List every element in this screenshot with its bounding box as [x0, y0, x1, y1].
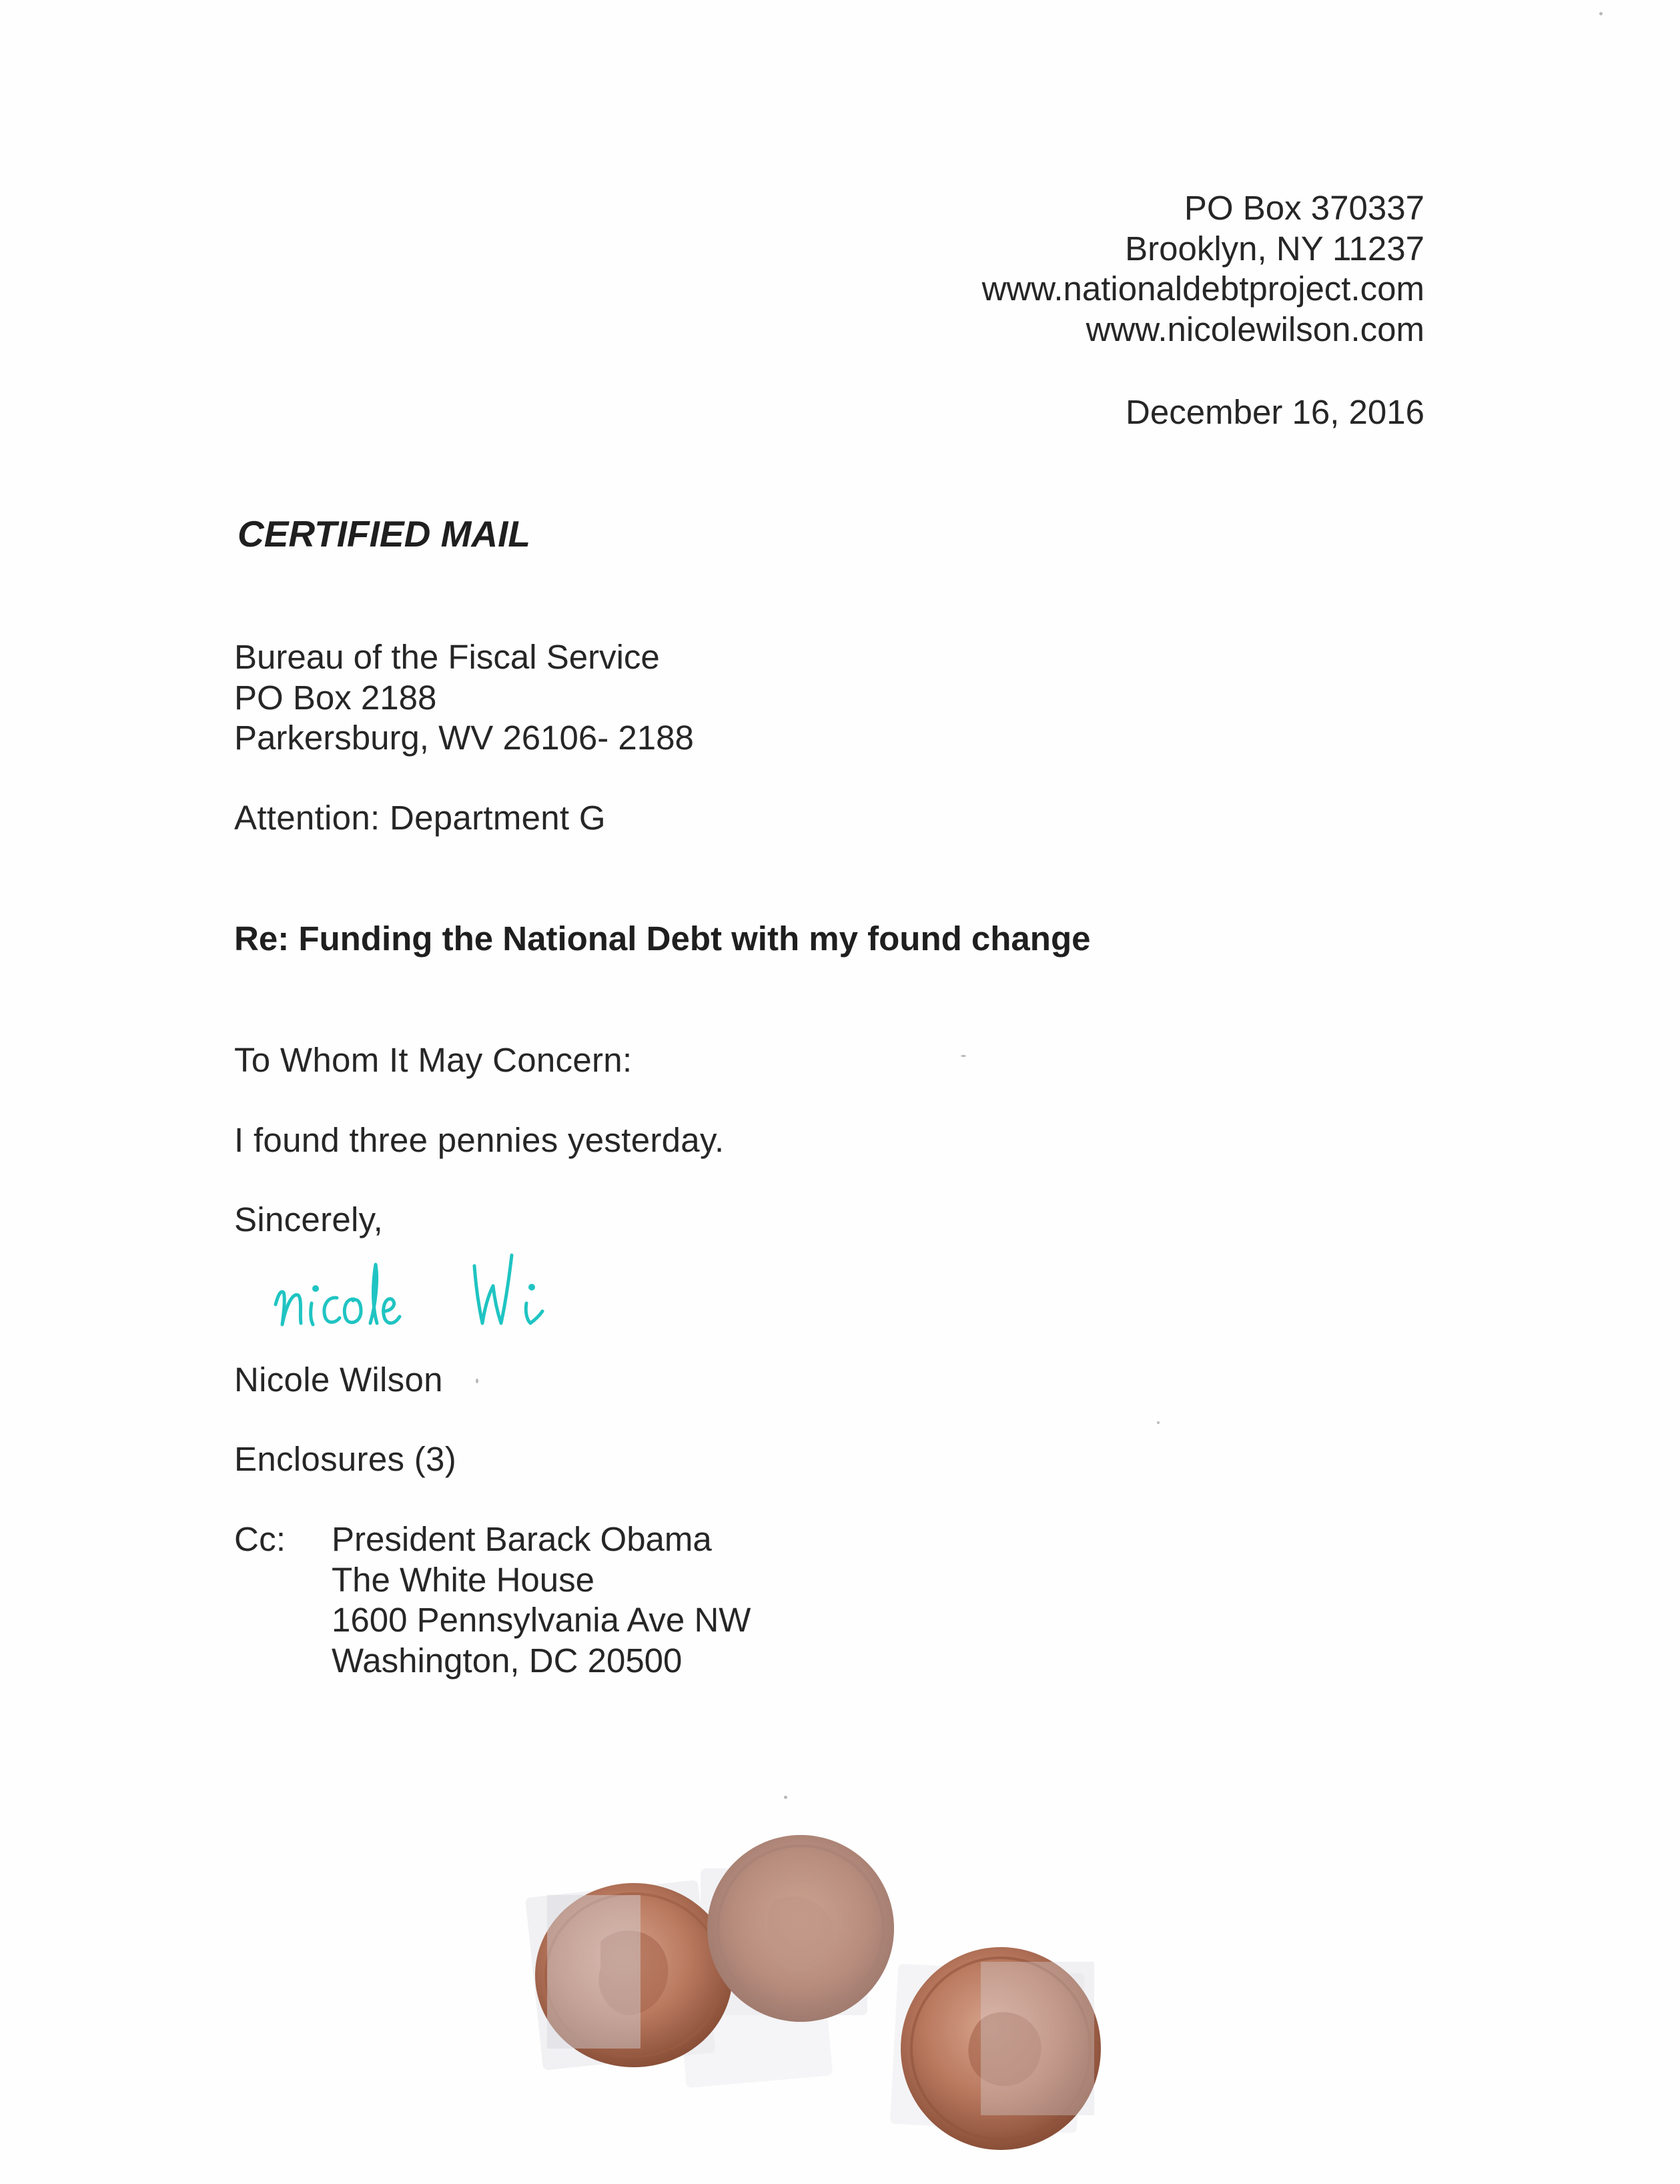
scan-speck — [1157, 1421, 1160, 1424]
salutation: To Whom It May Concern: — [234, 1041, 633, 1079]
sender-website-personal: www.nicolewilson.com — [1086, 310, 1424, 348]
certified-mail-heading: CERTIFIED MAIL — [238, 513, 530, 555]
recipient-city-state-zip: Parkersburg, WV 26106- 2188 — [234, 719, 694, 757]
attention-line: Attention: Department G — [234, 799, 606, 837]
cc-name: President Barack Obama — [332, 1520, 712, 1558]
handwritten-signature — [264, 1231, 617, 1351]
cc-label: Cc: — [234, 1520, 286, 1558]
closing: Sincerely, — [234, 1200, 384, 1238]
recipient-organization: Bureau of the Fiscal Service — [234, 638, 660, 676]
sender-address-block — [982, 188, 1424, 350]
enclosed-pennies — [520, 1828, 1121, 2162]
cc-street: 1600 Pennsylvania Ave NW — [332, 1601, 751, 1639]
sender-po-box: PO Box 370337 — [1184, 189, 1424, 227]
letter-date: December 16, 2016 — [1126, 393, 1424, 431]
pennies-drawing — [520, 1828, 1121, 2162]
penny-3-icon — [901, 1947, 1101, 2150]
signer-name: Nicole Wilson — [234, 1361, 443, 1399]
scan-speck — [961, 1055, 966, 1057]
penny-2-icon — [707, 1835, 894, 2022]
letter-body: I found three pennies yesterday. — [234, 1121, 725, 1159]
cc-city-state-zip: Washington, DC 20500 — [332, 1641, 683, 1680]
enclosures-note: Enclosures (3) — [234, 1440, 456, 1478]
cc-building: The White House — [332, 1560, 595, 1599]
sender-city-state-zip: Brooklyn, NY 11237 — [1125, 229, 1424, 268]
scan-speck — [784, 1796, 787, 1799]
recipient-address-block — [234, 637, 694, 759]
penny-1-icon — [535, 1883, 733, 2067]
scan-speck — [1599, 12, 1603, 15]
recipient-po-box: PO Box 2188 — [234, 678, 437, 717]
cc-address-block — [332, 1519, 751, 1681]
signature-drawing — [264, 1231, 617, 1351]
scan-speck — [476, 1379, 478, 1383]
subject-line: Re: Funding the National Debt with my found change — [234, 920, 1091, 958]
sender-website-debt-project: www.nationaldebtproject.com — [981, 270, 1424, 308]
